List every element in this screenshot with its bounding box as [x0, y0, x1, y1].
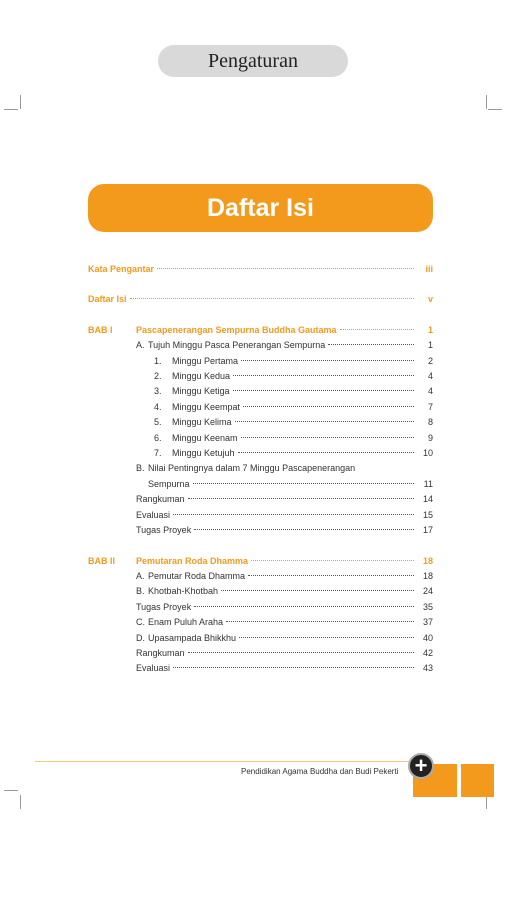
chapter-page: 18	[422, 555, 433, 566]
toc-entry-label	[154, 354, 238, 369]
toc-banner	[88, 184, 433, 232]
entry-letter: A.	[136, 340, 145, 351]
toc-entry-page: 18	[422, 570, 433, 581]
spacer	[88, 539, 433, 554]
crop-mark	[486, 795, 487, 809]
toc-entry-label	[136, 600, 191, 615]
toc-entry-label	[136, 646, 185, 661]
dot-leader	[251, 560, 414, 561]
entry-marker: 5.	[154, 417, 162, 428]
toc-entry-page: 43	[422, 663, 433, 674]
dot-leader	[221, 590, 414, 591]
dot-leader	[235, 421, 414, 422]
toc-entry[interactable]	[88, 646, 433, 661]
toc-entry[interactable]	[88, 600, 433, 615]
dot-leader	[233, 390, 414, 391]
footer-accent-block	[461, 764, 494, 797]
toc-entry-label	[136, 661, 170, 676]
toc-entry-page: v	[427, 294, 433, 305]
entry-marker: 3.	[154, 386, 162, 397]
toc-entry[interactable]	[88, 461, 433, 476]
entry-marker: 4.	[154, 401, 162, 412]
toc-entry-page: iii	[425, 264, 433, 274]
toc-entry-evaluasi[interactable]	[88, 508, 433, 523]
entry-marker: D.	[136, 632, 145, 643]
dot-leader	[239, 637, 414, 638]
header-title: Pengaturan	[208, 49, 298, 72]
header-title-pill[interactable]	[158, 45, 348, 77]
toc-entry-page: 10	[422, 448, 433, 459]
entry-text: Minggu Kedua	[172, 371, 231, 382]
toc-banner-title: Daftar Isi	[207, 193, 314, 222]
toc-entry-page: 17	[422, 525, 433, 536]
toc-entry-label: Rangkuman	[136, 494, 185, 505]
crop-mark	[488, 109, 502, 110]
entry-text: Nilai Pentingnya dalam 7 Minggu Pascapenerangan	[148, 463, 356, 474]
entry-marker: C.	[136, 617, 145, 628]
toc-entry[interactable]	[88, 569, 433, 584]
toc-entry-page: 40	[422, 632, 433, 643]
chapter-code: BAB II	[88, 555, 115, 566]
toc-entry[interactable]	[88, 354, 433, 369]
dot-leader	[226, 621, 414, 622]
toc-entry[interactable]	[88, 431, 433, 446]
toc-entry-tugas-proyek[interactable]	[88, 523, 433, 538]
spacer	[88, 308, 433, 323]
chapter-title: Pascapenerangan Sempurna Buddha Gautama	[136, 324, 337, 335]
toc-entry-label	[136, 584, 218, 599]
entry-text: Tujuh Minggu Pasca Penerangan Sempurna	[148, 340, 326, 351]
toc-entry[interactable]	[88, 415, 433, 430]
entry-text: Minggu Keenam	[172, 432, 238, 443]
toc-entry-label: Tugas Proyek	[136, 525, 192, 536]
dot-leader	[188, 652, 414, 653]
toc-entry-label	[154, 384, 230, 399]
toc-entry-page: 9	[427, 432, 433, 443]
entry-text: Minggu Pertama	[172, 355, 239, 366]
entry-text: Minggu Ketiga	[172, 386, 230, 397]
toc-entry-page: 24	[422, 586, 433, 597]
dot-leader	[238, 452, 414, 453]
bab2-list	[88, 569, 433, 677]
toc-entry[interactable]	[88, 661, 433, 676]
dot-leader	[248, 575, 414, 576]
dot-leader	[157, 268, 414, 269]
dot-leader	[193, 483, 414, 484]
footer-rule	[35, 761, 413, 762]
toc-entry-page: 8	[427, 417, 433, 428]
dot-leader	[241, 437, 414, 438]
toc-entry-page: 7	[427, 401, 433, 412]
dot-leader	[188, 498, 414, 499]
dot-leader	[233, 375, 414, 376]
entry-text: Tugas Proyek	[136, 601, 192, 612]
footer-book-title: Pendidikan Agama Buddha dan Budi Pekerti	[241, 767, 399, 776]
toc-entry-page: 1	[427, 340, 433, 351]
toc-entry-daftar-isi[interactable]	[88, 292, 433, 307]
toc-entry-label	[136, 461, 355, 476]
dot-leader	[340, 329, 414, 330]
toc-entry[interactable]	[88, 400, 433, 415]
toc-entry[interactable]	[88, 338, 433, 353]
dot-leader	[173, 667, 414, 668]
toc-entry[interactable]	[88, 584, 433, 599]
dot-leader	[130, 298, 414, 299]
toc-entry[interactable]	[88, 384, 433, 399]
toc-entry-label	[154, 369, 230, 384]
toc-entry[interactable]	[88, 615, 433, 630]
minggu-list	[88, 354, 433, 462]
dot-leader	[194, 606, 414, 607]
entry-text: Evaluasi	[136, 663, 171, 674]
toc-entry-label: Sempurna	[148, 478, 190, 489]
toc-entry-page: 4	[427, 386, 433, 397]
entry-marker: B.	[136, 586, 145, 597]
toc-entry-label	[136, 569, 245, 584]
chapter-title: Pemutaran Roda Dhamma	[136, 555, 249, 566]
dot-leader	[328, 344, 414, 345]
toc-entry[interactable]	[88, 369, 433, 384]
dot-leader	[194, 529, 414, 530]
spacer	[88, 277, 433, 292]
toc-entry-label	[136, 631, 236, 646]
toc-entry-label: Evaluasi	[136, 509, 171, 520]
toc-entry-kata-pengantar[interactable]	[88, 262, 433, 277]
toc-chapter-bab1[interactable]	[88, 323, 433, 338]
toc-chapter-bab2[interactable]	[88, 554, 433, 569]
dot-leader	[173, 514, 414, 515]
crop-mark	[4, 109, 18, 110]
dot-leader	[241, 360, 414, 361]
chapter-page: 1	[427, 324, 433, 335]
crop-mark	[20, 95, 21, 109]
entry-text: Upasampada Bhikkhu	[148, 632, 237, 643]
entry-marker: A.	[136, 570, 145, 581]
toc-entry-label	[136, 338, 325, 353]
toc-entry-label: Daftar Isi	[88, 294, 127, 305]
crop-mark	[20, 795, 21, 809]
toc-entry-label	[154, 446, 235, 461]
toc-entry-label	[154, 400, 240, 415]
chapter-code: BAB I	[88, 324, 113, 335]
entry-text: Khotbah-Khotbah	[148, 586, 219, 597]
toc-entry-page: 14	[422, 494, 433, 505]
entry-text: Minggu Keempat	[172, 401, 241, 412]
crop-mark	[4, 790, 18, 791]
toc-entry-page: 11	[423, 478, 433, 489]
toc-entry-page: 2	[427, 355, 433, 366]
entry-letter: B.	[136, 463, 145, 474]
dot-leader	[243, 406, 414, 407]
entry-text: Enam Puluh Araha	[148, 617, 224, 628]
table-of-contents	[88, 262, 433, 677]
toc-entry-page: 37	[422, 617, 433, 628]
toc-entry-page: 4	[427, 371, 433, 382]
toc-entry-page: 42	[422, 647, 433, 658]
toc-entry-label: Kata Pengantar	[88, 264, 155, 274]
toc-entry-label	[136, 615, 223, 630]
entry-text: Minggu Kelima	[172, 417, 232, 428]
entry-text: Minggu Ketujuh	[172, 448, 235, 459]
toc-entry-page: 15	[422, 509, 433, 520]
toc-entry-label	[154, 431, 238, 446]
entry-marker: 2.	[154, 371, 162, 382]
entry-marker: 7.	[154, 448, 162, 459]
entry-text: Rangkuman	[136, 647, 185, 658]
toc-entry[interactable]	[88, 446, 433, 461]
toc-entry-continuation[interactable]	[88, 477, 433, 492]
entry-marker: 6.	[154, 432, 162, 443]
toc-entry-label	[154, 415, 232, 430]
toc-entry[interactable]	[88, 631, 433, 646]
entry-text: Pemutar Roda Dhamma	[148, 570, 246, 581]
toc-entry-page: 35	[422, 601, 433, 612]
toc-entry-rangkuman[interactable]	[88, 492, 433, 507]
crop-mark	[486, 95, 487, 109]
entry-marker: 1.	[154, 355, 162, 366]
plus-circle-icon[interactable]: +	[408, 753, 434, 779]
